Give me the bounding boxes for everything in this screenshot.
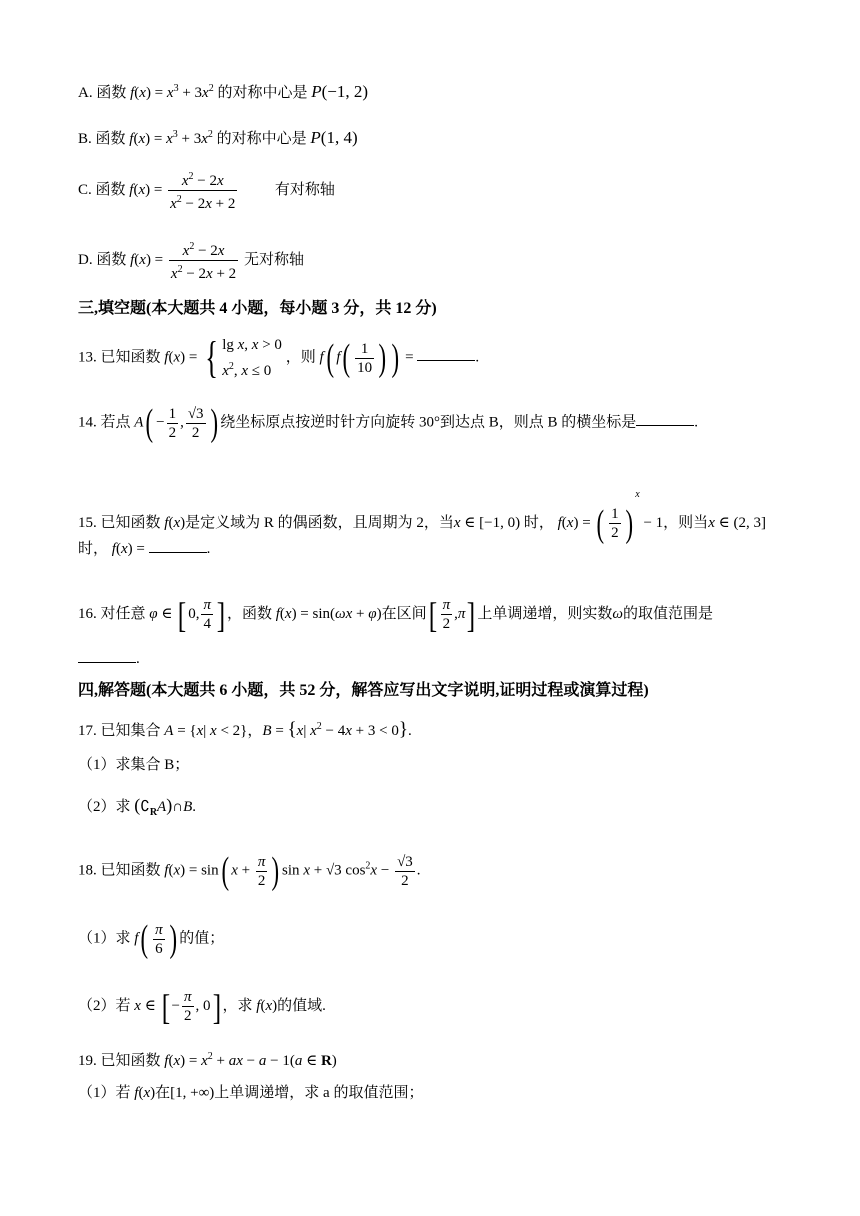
- q19-p1c: 上单调递增，求 a 的取值范围；: [214, 1085, 424, 1101]
- q16-t4: 的取值范围是: [622, 605, 713, 622]
- option-d: D. 函数 f(x) = $\frac{x^2 - 2x}{x^2 - 2x + 2}$ 无对称轴: [78, 238, 304, 283]
- option-a: A. 函数 $f(x) = x^3 + 3x^2$ 的对称中心是 P(−1, 2): [78, 82, 369, 101]
- section-4-heading: 四,解答题(本大题共 6 小题，共 52 分，解答应写出文字说明,证明过程或演算过程): [78, 682, 649, 699]
- question-16: 16. 对任意 φ ∈ [ 0, $\frac{\pi}{4}$ ] ，函数 f(x) = sin(ωx + φ)在区间[ $\frac{\pi}{2}$ ,π] 上单调递增，则实数ω的取值范围是: [78, 594, 713, 635]
- option-c: C. 函数 f(x) = $\frac{x^2 - 2x}{x^2 - 2x + 2}$ 有对称轴: [78, 168, 335, 213]
- question-19: 19. 已知函数 $f(x) = x^2$ + ax − a − 1(a ∈ R): [78, 1051, 337, 1069]
- question-15: 15. 已知函数 f(x)是定义域为 R 的偶函数，且周期为 2，当x ∈ [−1, 0) 时， f(x) = ( $\frac{1}{2}$ )$^x$ − 1，则当x ∈ (2, 3]: [78, 489, 766, 545]
- option-a-label: A. 函数: [78, 85, 127, 101]
- question-18: 18. 已知函数 f(x) = sin( x + $\frac{\pi}{2}$ ) sin x + √3 $\cos^2x$ − $\frac{√3}{2}$ .: [78, 850, 421, 892]
- q16-t1: ，函数: [226, 605, 272, 622]
- q15-t2: 时，: [523, 515, 554, 531]
- q13-text: 13. 已知函数: [78, 349, 161, 366]
- question-14: 14. 若点 A( − $\frac{1}{2}$ , $\frac{√3}{2}$ ) 绕坐标原点按逆时针方向旋转 30°到达点 B，则点 B 的横坐标是 .: [78, 402, 698, 444]
- q19-num: 19. 已知函数: [78, 1053, 161, 1069]
- q13-mid: ，则: [285, 349, 316, 366]
- q16-t3: 上单调递增，则实数: [477, 605, 613, 622]
- q13-blank: [417, 346, 475, 361]
- q19-p1b: 在: [155, 1085, 171, 1101]
- q14-text: 绕坐标原点按逆时针方向旋转 30°到达点 B，则点 B 的横坐标是: [220, 414, 637, 431]
- question-15-cont: 时， f(x) = .: [78, 538, 210, 560]
- option-c-label: C. 函数: [78, 181, 126, 198]
- option-b-label: B. 函数: [78, 131, 126, 147]
- option-b: B. 函数 $f(x) = x^3 + 3x^2$ 的对称中心是 P(1, 4): [78, 128, 358, 147]
- q15-t1: 是定义域为 R 的偶函数，且周期为 2，当: [185, 515, 454, 531]
- q16-num: 16. 对任意: [78, 605, 146, 622]
- q18-p2c: 的值域.: [277, 997, 326, 1014]
- q16-blank: [78, 648, 136, 663]
- q14-num: 14. 若点: [78, 414, 131, 431]
- question-18-part-1: （1）求 f( $\frac{\pi}{6}$ ) 的值；: [78, 918, 225, 960]
- q14-blank: [636, 411, 694, 426]
- q18-num: 18. 已知函数: [78, 862, 161, 879]
- q18-p1b: 的值；: [179, 930, 225, 947]
- q15-blank: [149, 538, 207, 553]
- option-a-formula: f: [130, 85, 135, 101]
- option-b-text: 的对称中心是: [216, 131, 307, 147]
- q15-cont: 时，: [78, 541, 109, 557]
- question-17-part-2: （2）求 $(∁_RA)\cap B$.: [78, 795, 196, 818]
- question-13: 13. 已知函数 f(x) = { lg x, x > 0 $x^2$, x ≤ 0 ，则 f( f( $\frac{1}{10}$ ) ) = .: [78, 333, 480, 382]
- option-d-label: D. 函数: [78, 251, 127, 268]
- question-17: 17. 已知集合 A = {x| x < 2}，B = {x| $x^2 - 4x + 3 < 0$}.: [78, 719, 412, 740]
- q17-p2: （2）求: [78, 799, 131, 815]
- question-17-part-1: （1）求集合 B；: [78, 757, 190, 773]
- option-a-text: 的对称中心是: [217, 85, 308, 101]
- section-3-heading: 三,填空题(本大题共 4 小题，每小题 3 分，共 12 分): [78, 300, 437, 317]
- q15-t3: ，则当: [663, 515, 709, 531]
- option-c-text: 有对称轴: [274, 181, 335, 198]
- q19-p1: （1）若: [78, 1085, 131, 1101]
- question-16-blank-line: .: [78, 648, 140, 670]
- q18-p1: （1）求: [78, 930, 131, 947]
- q18-p2: （2）若: [78, 997, 131, 1014]
- question-18-part-2: （2）若 x ∈ [ − $\frac{\pi}{2}$ , 0] ，求 f(x)的值域.: [78, 986, 326, 1027]
- option-d-text: 无对称轴: [243, 251, 304, 268]
- q15-num: 15. 已知函数: [78, 515, 161, 531]
- question-19-part-1: （1）若 f(x)在[1, +∞)上单调递增，求 a 的取值范围；: [78, 1085, 424, 1101]
- q18-p2b: ，求: [222, 997, 253, 1014]
- q17-num: 17. 已知集合: [78, 723, 161, 739]
- q16-t2: 在区间: [381, 605, 427, 622]
